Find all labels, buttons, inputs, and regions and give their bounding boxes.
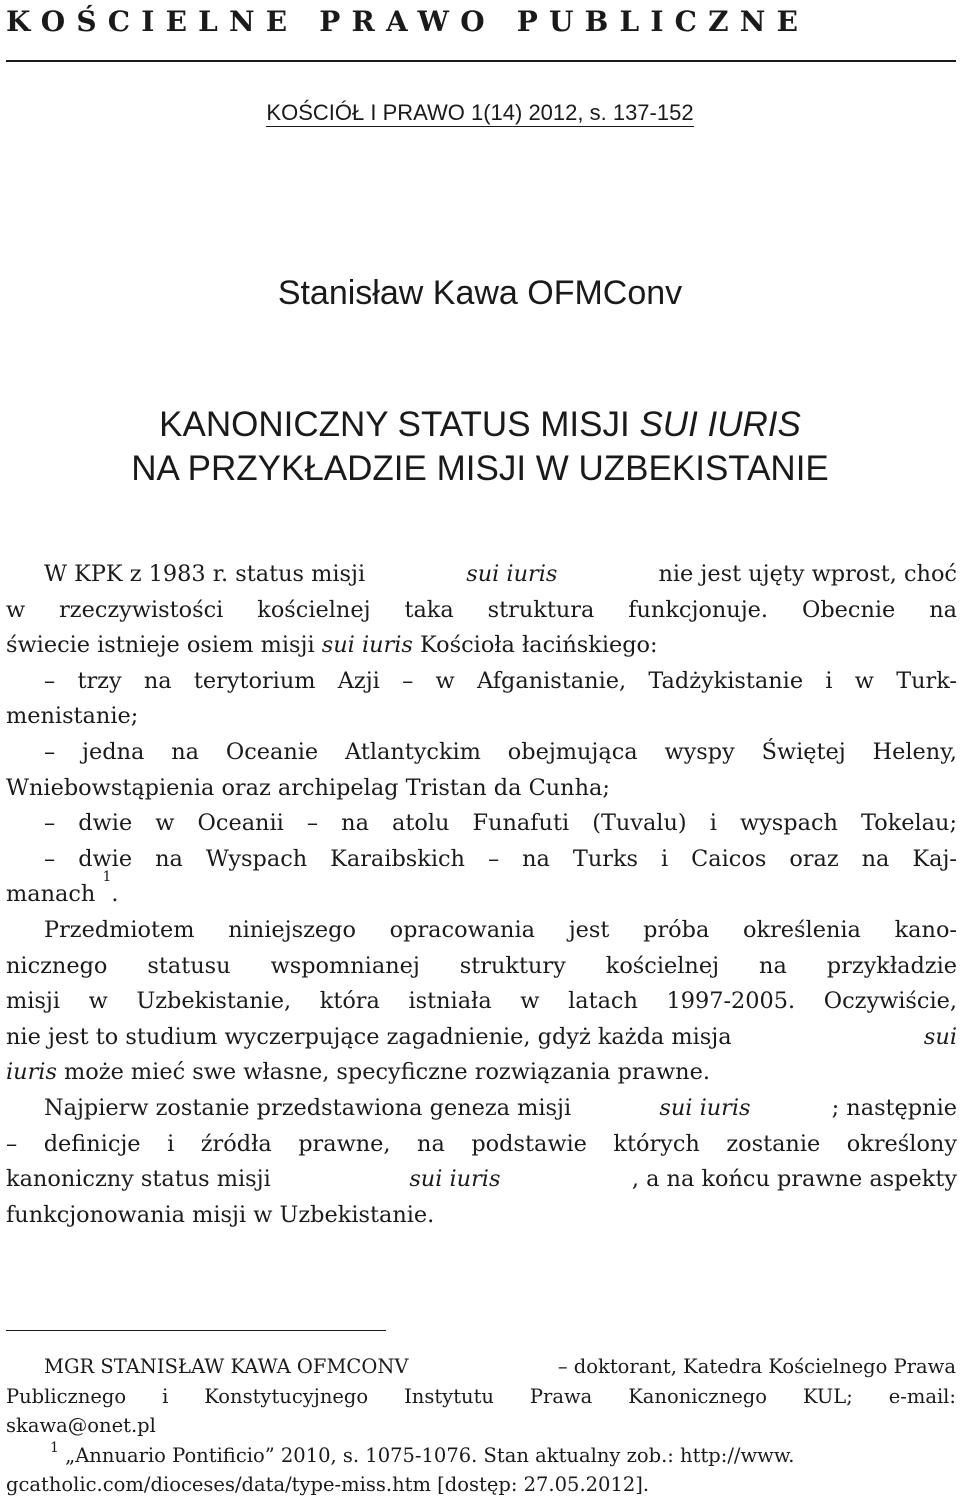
header-rule: [6, 60, 956, 62]
body-line: świecie istnieje osiem misji sui iuris Kościoła łacińskiego:: [6, 632, 658, 659]
body-line: Najpierw zostanie przedstawiona geneza misji sui iuris ; następnie: [44, 1094, 957, 1121]
list-item-line: – jedna na Oceanie Atlantyckim obejmująca wyspy Świętej Heleny,: [44, 738, 957, 765]
footnote-ref[interactable]: 1: [102, 869, 112, 886]
footnote-1: $^1$ „Annuario Pontificio” 2010, s. 1075-1076. Stan aktualny zob.: http://www.: [50, 1439, 795, 1467]
list-item-line: menistanie;: [6, 703, 139, 730]
author-note-line: Publicznego i Konstytucyjnego Instytutu Prawa Kanonicznego KUL; e-mail:: [6, 1384, 956, 1408]
title-line-2: NA PRZYKŁADZIE MISJI W UZBEKISTANIE: [131, 449, 829, 488]
footnote-rule: [6, 1330, 386, 1331]
journal-reference: [0, 98, 960, 128]
author-note-name: MGR STANISŁAW KAWA OFMCONV: [44, 1355, 409, 1378]
list-item-line: – dwie na Wyspach Karaibskich – na Turks i Caicos oraz na Kaj-: [44, 845, 957, 872]
footnotes: [6, 1352, 956, 1500]
author-email[interactable]: skawa@onet.pl: [6, 1414, 156, 1437]
body-line: funkcjonowania misji w Uzbekistanie.: [6, 1201, 435, 1228]
article-title: [0, 403, 960, 491]
list-item-line: – trzy na terytorium Azji – w Afganistanie, Tadżykistanie i w Turk-: [44, 667, 957, 694]
body-line: nicznego statusu wspomnianej struktury kościelnej na przykładzie: [6, 952, 957, 979]
list-item-line: manach 1 .: [6, 877, 957, 913]
list-item-line: Wniebowstąpienia oraz archipelag Tristan da Cunha;: [6, 774, 610, 801]
body-line: nie jest to studium wyczerpujące zagadnienie, gdyż każda misja sui: [6, 1023, 957, 1050]
body-line: w rzeczywistości kościelnej taka struktura funkcjonuje. Obecnie na: [6, 596, 957, 623]
list-item-line: – dwie w Oceanii – na atolu Funafuti (Tuvalu) i wyspach Tokelau;: [44, 810, 957, 837]
footnote-number: 1: [50, 1439, 59, 1456]
journal-reference-text: KOŚCIÓŁ I PRAWO 1(14) 2012, s. 137-152: [266, 100, 694, 125]
body-line: iuris może mieć swe własne, specyficzne rozwiązania prawne.: [6, 1059, 710, 1086]
body-line: kanoniczny status misji sui iuris , a na końcu prawne aspekty: [6, 1166, 957, 1193]
footnote-1-url[interactable]: gcatholic.com/dioceses/data/type-miss.htm [dostęp: 27.05.2012].: [6, 1473, 650, 1496]
running-head: KOŚCIELNE PRAWO PUBLICZNE: [6, 5, 810, 38]
article-body: [6, 557, 957, 1233]
body-line: misji w Uzbekistanie, która istniała w latach 1997-2005. Oczywiście,: [6, 988, 957, 1015]
title-line-1: KANONICZNY STATUS MISJI SUI IURIS: [159, 405, 801, 444]
body-line: – definicje i źródła prawne, na podstawie których zostanie określony: [6, 1130, 957, 1157]
body-line: W KPK z 1983 r. status misji sui iuris nie jest ujęty wprost, choć: [44, 561, 957, 587]
body-line: Przedmiotem niniejszego opracowania jest próba określenia kano-: [44, 916, 957, 943]
author-name: Stanisław Kawa OFMConv: [277, 274, 683, 312]
author-note-line: MGR STANISŁAW KAWA OFMCONV – doktorant, Katedra Kościelnego Prawa: [6, 1352, 956, 1382]
